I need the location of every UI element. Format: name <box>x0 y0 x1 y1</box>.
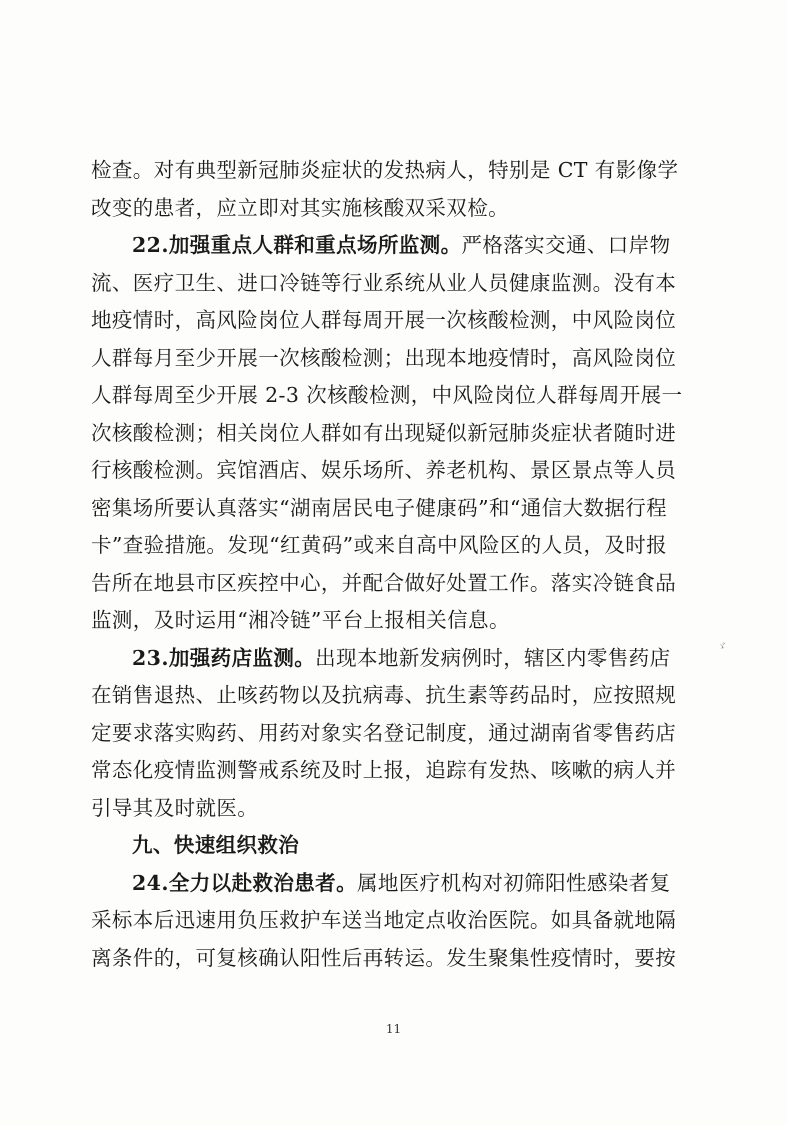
text-line <box>91 377 691 415</box>
item-lead: 23.加强药店监测。 <box>132 645 316 670</box>
line-text: 密集场所要认真落实“湖南居民电子健康码”和“通信大数据行程 <box>91 495 668 520</box>
line-text: 次核酸检测；相关岗位人群如有出现疑似新冠肺炎症状者随时进 <box>91 420 677 445</box>
line-text: 属地医疗机构对初筛阳性感染者复 <box>356 870 671 895</box>
line-text: 严格落实交通、口岸物 <box>461 233 671 257</box>
text-line <box>91 415 691 453</box>
item-lead: 22.加强重点人群和重点场所监测。 <box>132 233 462 257</box>
line-text: 采标本后迅速用负压救护车送当地定点收治医院。如具备就地隔 <box>91 908 677 932</box>
text-line <box>91 902 691 940</box>
line-text: 地疫情时，高风险岗位人群每周开展一次核酸检测，中风险岗位 <box>91 308 677 332</box>
text-line <box>91 452 691 490</box>
line-text: 告所在地县市区疾控中心，并配合做好处置工作。落实冷链食品 <box>91 570 677 595</box>
page-number: 11 <box>385 1022 402 1036</box>
text-line <box>91 602 691 640</box>
text-line <box>91 715 691 753</box>
line-text: 出现本地新发病例时，辖区内零售药店 <box>315 645 671 670</box>
item-lead: 24.全力以赴救治患者。 <box>132 870 357 895</box>
line-text: 人群每周至少开展 2-3 次核酸检测，中风险岗位人群每周开展一 <box>91 383 683 407</box>
line-text: 常态化疫情监测警戒系统及时上报，追踪有发热、咳嗽的病人并 <box>91 758 677 782</box>
text-line <box>91 190 691 228</box>
text-line <box>91 865 691 903</box>
line-text: 流、医疗卫生、进口冷链等行业系统从业人员健康监测。没有本 <box>91 270 677 295</box>
line-text: 行核酸检测。宾馆酒店、娱乐场所、养老机构、景区景点等人员 <box>91 458 677 482</box>
text-line <box>91 265 691 303</box>
text-line <box>91 152 691 190</box>
text-line <box>91 752 691 790</box>
heading-text: 九、快速组织救治 <box>132 833 300 857</box>
line-text: 改变的患者，应立即对其实施核酸双采双检。 <box>91 195 509 220</box>
line-text: 定要求落实购药、用药对象实名登记制度，通过湖南省零售药店 <box>91 720 677 745</box>
line-text: 卡”查验措施。发现“红黄码”或来自高中风险区的人员，及时报 <box>91 533 668 557</box>
line-text: 检查。对有典型新冠肺炎症状的发热病人，特别是 CT 有影像学 <box>91 158 679 182</box>
section-heading <box>91 827 691 865</box>
line-text: 在销售退热、止咳药物以及抗病毒、抗生素等药品时，应按照规 <box>91 683 677 707</box>
line-text: 离条件的，可复核确认阳性后再转运。发生聚集性疫情时，要按 <box>91 945 677 970</box>
text-line <box>91 677 691 715</box>
line-text: 人群每月至少开展一次核酸检测；出现本地疫情时，高风险岗位 <box>91 345 677 370</box>
text-line <box>91 565 691 603</box>
text-line <box>91 527 691 565</box>
text-line <box>91 227 691 265</box>
text-line <box>91 340 691 378</box>
text-line <box>91 640 691 678</box>
line-text: 监测，及时运用“湘冷链”平台上报相关信息。 <box>91 608 510 632</box>
text-line <box>91 940 691 978</box>
body-text <box>91 152 691 977</box>
text-line <box>91 302 691 340</box>
line-text: 引导其及时就医。 <box>91 795 259 820</box>
margin-mark: ゞ <box>716 640 727 653</box>
text-line <box>91 790 691 828</box>
text-line <box>91 490 691 528</box>
